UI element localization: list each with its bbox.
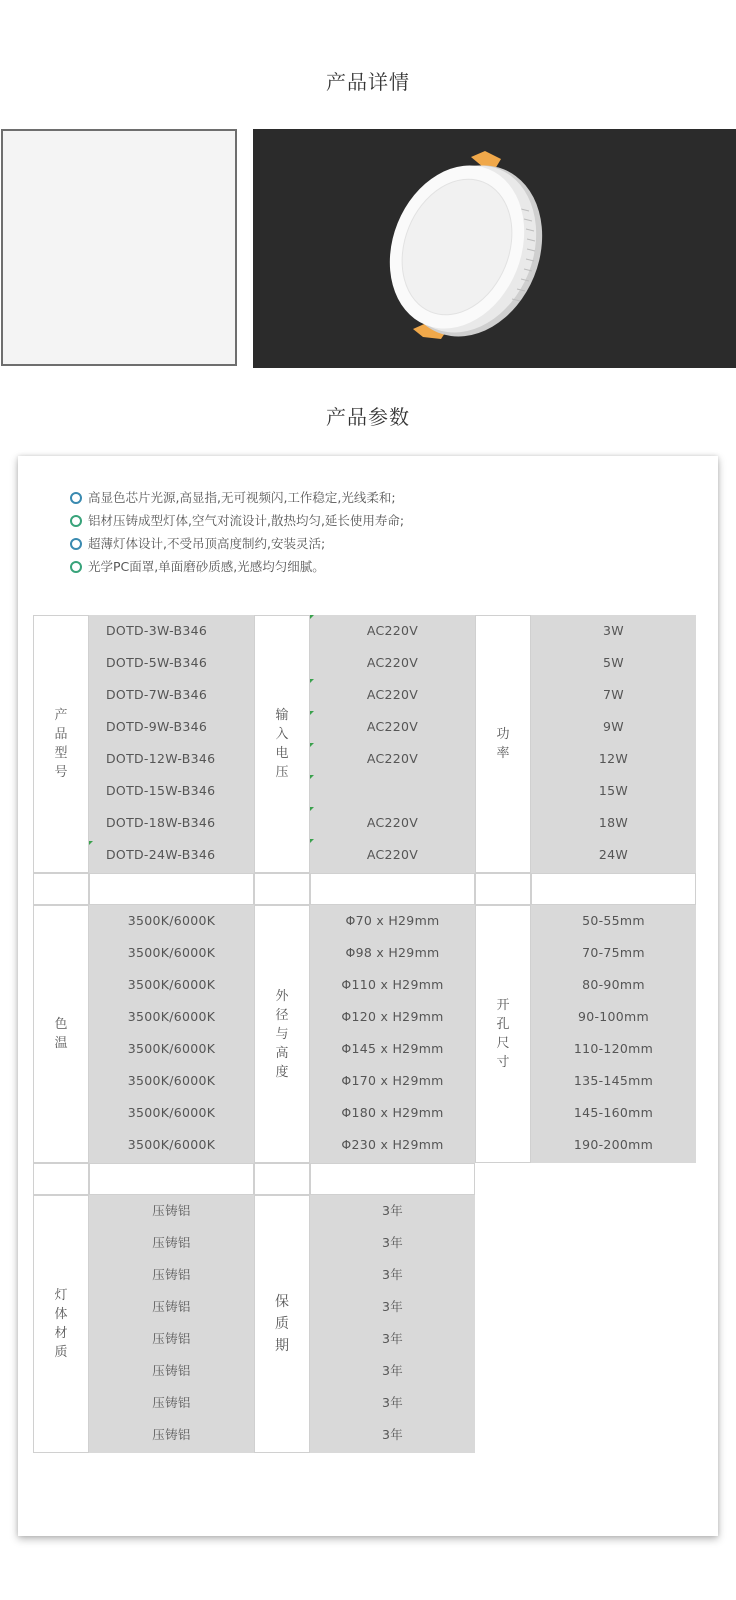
size-value: Φ70 x H29mm <box>345 913 440 928</box>
cutout-column <box>531 905 696 1163</box>
bullet-icon <box>70 515 82 527</box>
warranty-value: 3年 <box>381 1331 404 1346</box>
feature-item: 铝材压铸成型灯体,空气对流设计,散热均匀,延长使用寿命; <box>70 509 404 532</box>
downlight-product-photo <box>253 129 736 368</box>
spacer-cell <box>254 873 310 905</box>
feature-item: 超薄灯体设计,不受吊顶高度制约,安装灵活; <box>70 532 404 555</box>
cct-value: 3500K/6000K <box>127 1105 216 1120</box>
model-value: DOTD-12W-B346 <box>106 751 216 766</box>
power-value: 15W <box>598 783 629 798</box>
power-column <box>531 615 696 873</box>
material-value: 压铸铝 <box>152 1395 191 1410</box>
cutout-value: 135-145mm <box>573 1073 654 1088</box>
product-detail-title: 产品详情 <box>326 70 410 94</box>
model-column <box>89 615 254 873</box>
params-card <box>18 456 718 1536</box>
model-value: DOTD-3W-B346 <box>106 623 208 638</box>
feature-list <box>70 486 404 578</box>
material-column <box>89 1195 254 1453</box>
size-value: Φ170 x H29mm <box>341 1073 444 1088</box>
voltage-column <box>310 615 475 873</box>
model-value: DOTD-5W-B346 <box>106 655 208 670</box>
feature-item: 高显色芯片光源,高显指,无可视频闪,工作稳定,光线柔和; <box>70 486 404 509</box>
spacer-cell <box>89 873 254 905</box>
material-value: 压铸铝 <box>152 1235 191 1250</box>
spacer-cell <box>310 1163 475 1195</box>
product-params-title: 产品参数 <box>326 405 410 429</box>
material-value: 压铸铝 <box>152 1363 191 1378</box>
cct-value: 3500K/6000K <box>127 913 216 928</box>
warranty-value: 3年 <box>381 1235 404 1250</box>
warranty-value: 3年 <box>381 1395 404 1410</box>
voltage-value: AC220V <box>366 815 419 830</box>
bullet-icon <box>70 492 82 504</box>
warranty-value: 3年 <box>381 1203 404 1218</box>
warranty-column <box>310 1195 475 1453</box>
spacer-cell <box>254 1163 310 1195</box>
size-value: Φ98 x H29mm <box>345 945 440 960</box>
power-value: 9W <box>603 719 624 734</box>
size-header: 外径与高度 <box>254 905 310 1163</box>
cell-marker <box>310 743 314 747</box>
power-value: 24W <box>598 847 629 862</box>
cutout-value: 80-90mm <box>582 977 645 992</box>
cutout-value: 90-100mm <box>577 1009 650 1024</box>
power-value: 3W <box>603 623 624 638</box>
model-header: 产品型号 <box>33 615 89 873</box>
warranty-header: 保质期 <box>254 1195 310 1453</box>
power-header: 功率 <box>475 615 531 873</box>
voltage-value: AC220V <box>366 687 419 702</box>
size-value: Φ145 x H29mm <box>341 1041 444 1056</box>
voltage-value <box>310 775 475 807</box>
model-value: DOTD-18W-B346 <box>106 815 216 830</box>
cell-marker <box>310 615 314 619</box>
cct-value: 3500K/6000K <box>127 1137 216 1152</box>
spacer-cell <box>33 1163 89 1195</box>
cct-value: 3500K/6000K <box>127 1009 216 1024</box>
voltage-header: 输入电压 <box>254 615 310 873</box>
material-value: 压铸铝 <box>152 1203 191 1218</box>
material-value: 压铸铝 <box>152 1299 191 1314</box>
cct-value: 3500K/6000K <box>127 1041 216 1056</box>
bullet-icon <box>70 561 82 573</box>
cell-marker <box>310 839 314 843</box>
cutout-value: 190-200mm <box>573 1137 654 1152</box>
size-value: Φ120 x H29mm <box>341 1009 444 1024</box>
cell-marker <box>310 775 314 779</box>
warranty-value: 3年 <box>381 1363 404 1378</box>
material-value: 压铸铝 <box>152 1331 191 1346</box>
cct-value: 3500K/6000K <box>127 1073 216 1088</box>
model-value: DOTD-24W-B346 <box>106 847 216 862</box>
material-value: 压铸铝 <box>152 1427 191 1442</box>
cutout-value: 50-55mm <box>582 913 645 928</box>
cell-marker <box>310 807 314 811</box>
cct-header: 色温 <box>33 905 89 1163</box>
size-value: Φ180 x H29mm <box>341 1105 444 1120</box>
voltage-value: AC220V <box>366 847 419 862</box>
cct-value: 3500K/6000K <box>127 945 216 960</box>
spacer-cell <box>475 873 531 905</box>
cct-column <box>89 905 254 1163</box>
power-value: 5W <box>603 655 624 670</box>
feature-item: 光学PC面罩,单面磨砂质感,光感均匀细腻。 <box>70 555 404 578</box>
product-image-placeholder <box>1 129 237 366</box>
voltage-value: AC220V <box>366 719 419 734</box>
voltage-value: AC220V <box>366 751 419 766</box>
cutout-value: 145-160mm <box>573 1105 654 1120</box>
cutout-header: 开孔尺寸 <box>475 905 531 1163</box>
material-header: 灯体材质 <box>33 1195 89 1453</box>
size-column <box>310 905 475 1163</box>
cct-value: 3500K/6000K <box>127 977 216 992</box>
warranty-value: 3年 <box>381 1267 404 1282</box>
model-value: DOTD-15W-B346 <box>106 783 216 798</box>
size-value: Φ230 x H29mm <box>341 1137 444 1152</box>
cell-marker <box>310 711 314 715</box>
power-value: 7W <box>603 687 624 702</box>
bullet-icon <box>70 538 82 550</box>
material-value: 压铸铝 <box>152 1267 191 1282</box>
spacer-cell <box>89 1163 254 1195</box>
model-value: DOTD-9W-B346 <box>106 719 208 734</box>
warranty-value: 3年 <box>381 1299 404 1314</box>
cutout-value: 110-120mm <box>573 1041 654 1056</box>
size-value: Φ110 x H29mm <box>341 977 444 992</box>
spacer-cell <box>33 873 89 905</box>
power-value: 12W <box>598 751 629 766</box>
cutout-value: 70-75mm <box>582 945 645 960</box>
voltage-value: AC220V <box>366 623 419 638</box>
spacer-cell <box>531 873 696 905</box>
spacer-cell <box>310 873 475 905</box>
cell-marker <box>310 679 314 683</box>
cell-marker <box>89 841 93 845</box>
model-value: DOTD-7W-B346 <box>106 687 208 702</box>
warranty-value: 3年 <box>381 1427 404 1442</box>
power-value: 18W <box>598 815 629 830</box>
voltage-value: AC220V <box>366 655 419 670</box>
